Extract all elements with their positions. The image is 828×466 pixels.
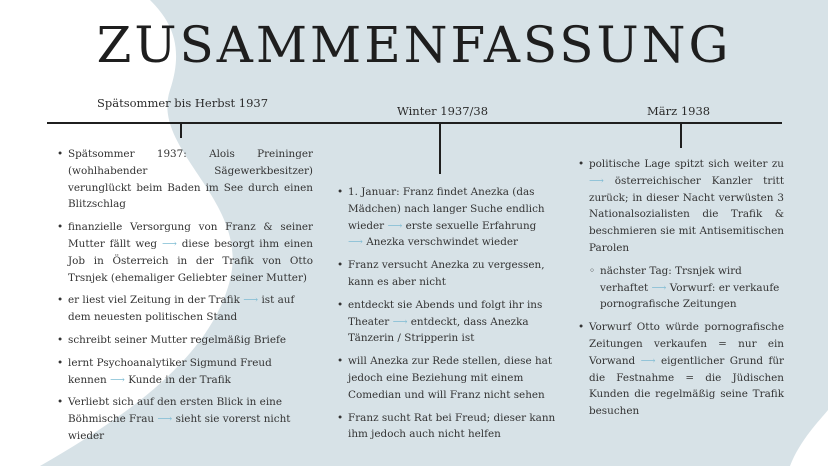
list-item: • schreibt seiner Mutter regelmäßig Briefe (57, 332, 313, 349)
list-item: • Verliebt sich auf den ersten Blick in eine Böhmische Frau ⟶ sieht sie vorerst nicht wieder (57, 394, 313, 444)
column-maerz (578, 156, 784, 426)
list-item: • politische Lage spitzt sich weiter zu ⟶ österreichischer Kanzler tritt zurück; in dieser Nacht verwüsten 3 Nationalsozialisten die Trafik & beschmieren sie mit Antisemitischen Parolen (578, 156, 784, 257)
arrow-icon: ⟶ (154, 413, 176, 426)
arrow-icon: ⟶ (106, 373, 129, 386)
list-item: • er liest viel Zeitung in der Trafik ⟶ ist auf dem neuesten politischen Stand (57, 292, 313, 326)
list-item: • entdeckt sie Abends und folgt ihr ins Theater ⟶ entdeckt, dass Anezka Tänzerin / Stripperin ist (337, 297, 559, 347)
arrow-icon: ⟶ (157, 237, 182, 250)
timeline-tick-3 (680, 122, 682, 148)
arrow-icon: ⟶ (384, 219, 406, 232)
arrow-icon: ⟶ (239, 294, 262, 307)
column-spaetsommer (57, 146, 313, 451)
list-item: • will Anezka zur Rede stellen, diese hat jedoch eine Beziehung mit einem Comedian und will Franz nicht sehen (337, 353, 559, 403)
list-item: • finanzielle Versorgung von Franz & seiner Mutter fällt weg ⟶ diese besorgt ihm einen Job in Österreich in der Trafik von Otto Trsnjek (ehemaliger Geliebter seiner Mutter) (57, 219, 313, 286)
page-title: ZUSAMMENFASSUNG (96, 16, 732, 74)
timeline-tick-2 (439, 122, 441, 174)
phase-label-1: Spätsommer bis Herbst 1937 (97, 96, 269, 110)
list-item: • Spätsommer 1937: Alois Preininger (wohlhabender Sägewerkbesitzer) verunglückt beim Baden im See durch einen Blitzschlag (57, 146, 313, 213)
list-item: • Vorwurf Otto würde pornografische Zeitungen verkaufen = nur ein Vorwand ⟶ eigentlicher Grund für die Festnahme = die Jüdischen Kunden die regelmäßig seine Trafik besuchen (578, 319, 784, 420)
column-winter (337, 184, 559, 449)
arrow-icon: ⟶ (348, 236, 367, 249)
timeline-line (47, 122, 782, 124)
phase-label-2: Winter 1937/38 (397, 104, 489, 118)
arrow-icon: ⟶ (389, 315, 411, 328)
list-item: • Franz versucht Anezka zu vergessen, kann es aber nicht (337, 257, 559, 291)
timeline-tick-1 (180, 122, 182, 138)
list-item: • lernt Psychoanalytiker Sigmund Freud kennen ⟶ Kunde in der Trafik (57, 355, 313, 389)
arrow-icon: ⟶ (589, 174, 615, 187)
list-item: • 1. Januar: Franz findet Anezka (das Mädchen) nach langer Suche endlich wieder ⟶ erste sexuelle Erfahrung ⟶ Anezka verschwindet wieder (337, 184, 559, 251)
arrow-icon: ⟶ (648, 281, 670, 294)
phase-label-3: März 1938 (647, 104, 711, 118)
list-item: • Franz sucht Rat bei Freud; dieser kann ihm jedoch auch nicht helfen (337, 410, 559, 444)
arrow-icon: ⟶ (635, 354, 661, 367)
sub-list-item: ◦ nächster Tag: Trsnjek wird verhaftet ⟶ Vorwurf: er verkaufe pornografische Zeitungen (589, 263, 784, 313)
